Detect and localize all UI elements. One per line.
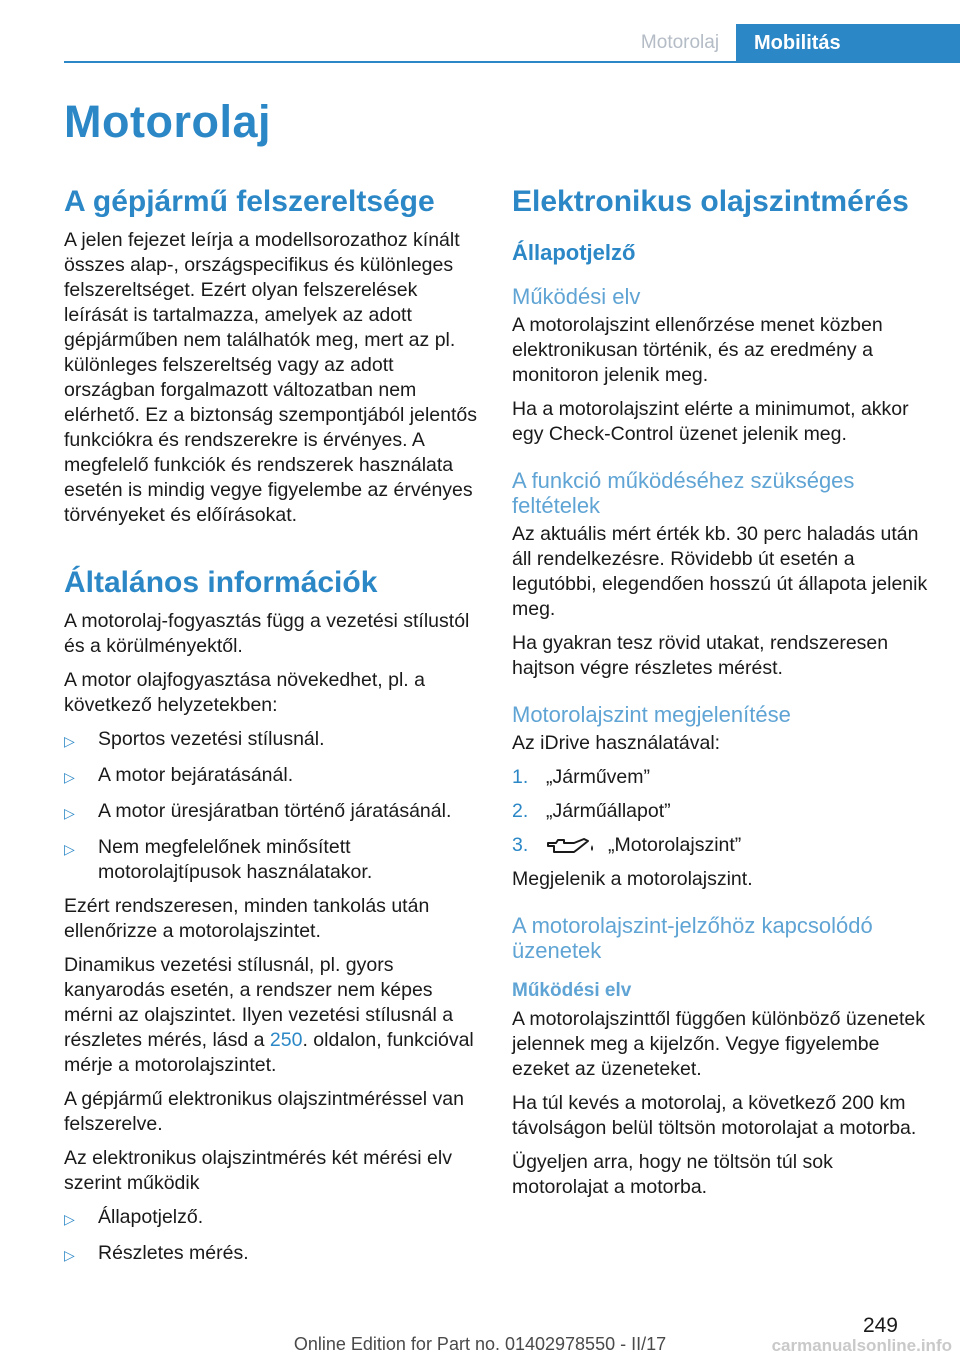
paragraph-req-2: Ha gyakran tesz rövid utakat, rendszeresen hajtson végre részletes mérést. [512,632,889,679]
watermark: carmanualsonline.info [771,1336,952,1355]
paragraph-equipment: A jelen fejezet leírja a modellsorozathoz kínált összes alap-, országspecifikus és különleges felszereltséget. Ezért olyan felszerelések leírását is tartalmazza, amelyek az adott gépjárműben nem találhatók meg, mert az pl. különleges felszereltség vagy az adott országban forgalmazott változatban nem elérhető. Ez a biztonság szempontjából jelentős funkciókra és rendszerekre is érvényes. A megfelelő funkciók és rendszerek használata esetén is mindig vegye figyelembe az érvényes törvényeket és előírásokat. [64,229,478,526]
heading-equipment: A gépjármű felszereltsége [64,185,435,218]
list-item: 3. „Motorolajszint” [512,834,742,856]
heading-display: Motorolajszint megjelenítése [512,702,791,727]
paragraph-dynamic: Dinamikus vezetési stílusnál, pl. gyors kanyarodás esetén, a rendszer nem képes mérni az olajszintet. Ilyen vezetési stílusnál a részletes mérés, lásd a 250. oldalon, funkcióval mérje a motorolajszintet. [64,954,474,1076]
paragraph-msg-3: Ügyeljen arra, hogy ne töltsön túl sok motorolajat a motorba. [512,1151,833,1198]
list-item: 1. „Járművem” [512,766,651,788]
principles-list [64,1205,482,1268]
triangle-right-icon: ▷ [64,1211,75,1227]
paragraph-req-1: Az aktuális mért érték kb. 30 perc haladás után áll rendelkezésre. Rövidebb út esetén a legutóbbi, elegendően hosszú út állapota jelenik meg. [512,523,928,620]
steps-list [512,765,932,858]
heading-general: Általános információk [64,566,378,599]
list-item: ▷ Nem megfelelőnek minősített motorolajtípusok használatakor. [64,836,373,883]
header-tabs [624,24,960,62]
list-item: 2. „Járműállapot” [512,800,671,822]
footer-edition: Online Edition for Part no. 01402978550 - II/17 [293,1334,667,1354]
triangle-right-icon: ▷ [64,1247,75,1263]
page-title: Motorolaj [64,96,271,147]
triangle-right-icon: ▷ [64,733,75,749]
triangle-right-icon: ▷ [64,805,75,821]
page-link[interactable]: 250 [269,1029,303,1051]
header-divider [64,61,960,63]
paragraph-electronic: A gépjármű elektronikus olajszintméréssel van felszerelve. [64,1088,464,1135]
heading-messages: A motorolajszint-jelzőhöz kapcsolódó üzenetek [512,913,873,963]
consumption-list [64,727,482,885]
page-number: 249 [862,1314,898,1337]
paragraph-msg-1: A motorolajszinttől függően különböző üzenetek jelennek meg a kijelzőn. Vegye figyelembe ezeket az üzeneteket. [512,1008,926,1080]
list-item: ▷ Állapotjelző. [64,1205,482,1232]
tab-motorolaj: Motorolaj [624,24,736,62]
triangle-right-icon: ▷ [64,769,75,785]
paragraph-principles: Az elektronikus olajszintmérés két mérési elv szerint működik [64,1147,452,1194]
paragraph-msg-2: Ha túl kevés a motorolaj, a következő 200 km távolságon belül töltsön motorolajat a motorba. [512,1092,917,1139]
heading-principle-2: Működési elv [512,980,632,1001]
left-column [64,184,482,1277]
oil-can-icon [546,835,596,857]
heading-electronic: Elektronikus olajszintmérés [512,185,909,218]
paragraph-principle-2: Ha a motorolajszint elérte a minimumot, akkor egy Check-Control üzenet jelenik meg. [512,398,909,445]
heading-principle: Működési elv [512,284,641,309]
paragraph-shows: Megjelenik a motorolajszint. [512,868,753,890]
paragraph-principle-1: A motorolajszint ellenőrzése menet közben elektronikusan történik, és az eredmény a monitoron jelenik meg. [512,314,883,386]
triangle-right-icon: ▷ [64,841,75,857]
paragraph-idrive: Az iDrive használatával: [512,732,721,754]
list-item: ▷ A motor üresjáratban történő járatásánál. [64,799,482,826]
heading-requirements: A funkció működéséhez szükséges feltételek [512,468,855,518]
heading-status: Állapotjelző [512,240,636,265]
paragraph-general-1: A motorolaj-fogyasztás függ a vezetési stílustól és a körülményektől. [64,610,470,657]
list-item: ▷ Részletes mérés. [64,1241,482,1268]
right-column [512,184,932,1209]
paragraph-check: Ezért rendszeresen, minden tankolás után ellenőrizze a motorolajszintet. [64,895,430,942]
list-item: ▷ A motor bejáratásánál. [64,763,482,790]
paragraph-general-2: A motor olajfogyasztása növekedhet, pl. a következő helyzetekben: [64,669,425,716]
list-item: ▷ Sportos vezetési stílusnál. [64,727,482,754]
tab-mobilitas: Mobilitás [736,24,960,62]
